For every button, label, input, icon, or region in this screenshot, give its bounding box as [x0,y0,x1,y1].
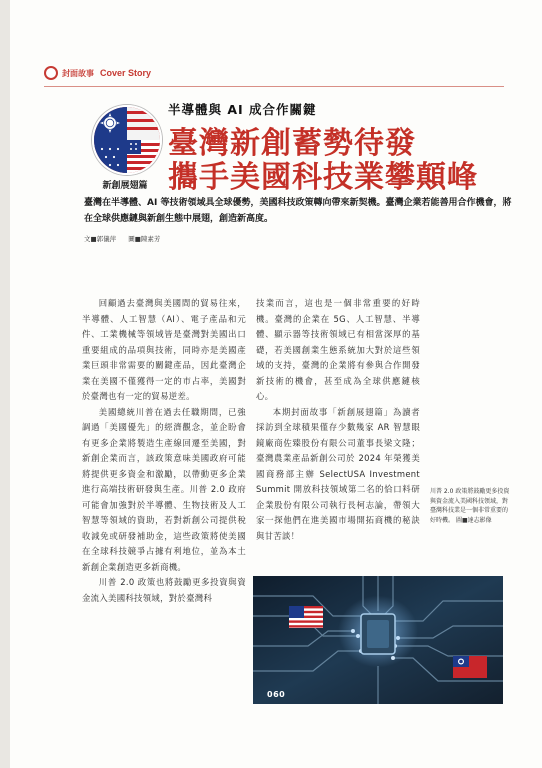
body-column-1 [82,296,246,606]
body-paragraph: 技業而言，這也是一個非常重要的好時機。臺灣的企業在 5G、人工智慧、半導體、顯示器等技術領域已有相當深厚的基礎，若美國創業生態系統加大對於這些領域的支持，臺灣的企業將有參與合作開發新技術的機會，甚至成為全球供應鏈核心。 [256,298,420,401]
byline-photo: 圖■陳素芳 [128,235,161,243]
section-tag [44,65,151,81]
section-label-en: Cover Story [100,68,152,78]
page-number: 060 [267,690,286,699]
byline-writer: 文■郭儀萍 [84,235,117,243]
page-spine [0,0,10,768]
header-rule [44,86,504,87]
article-kicker: 半導體與 AI 成合作關鍵 [168,102,317,117]
section-label-zh: 封面故事 [62,68,94,78]
section-ring-icon [44,66,58,80]
body-paragraph: 回顧過去臺灣與美國間的貿易往來，半導體、人工智慧（AI）、電子產品和元件、工業機械等領域皆是臺灣對美國出口重要組成的品項與技術，同時亦是美國產業巨頭非常需要的關鍵產品，因此臺灣企業在美國不僅獲得一定的市占率，美國對於臺灣也有一定的貿易逆差。 [82,298,246,401]
article-title-line1: 臺灣新創蓄勢待發 [168,126,416,161]
body-paragraph: 本期封面故事「新創展翅篇」為讀者採訪到全球積果僅存少數幾家 AR 智慧眼鏡廠商佐臻股份有限公司董事長梁文隆；臺灣農業產品新創公司於 2024 年榮獲美國商務部主辦 SelectUSA Investment Summit 開放科技領域第二名的恰口料研企業股份有限公司執行長柯志論，帶領大家一探他們在進美國市場開拓商機的秘訣與甘苦談！ [256,406,420,541]
taiwan-us-flag-emblem-icon [92,105,162,175]
body-paragraph: 川普 2.0 政策也將鼓勵更多投資與資金流入美國科技領域，對於臺灣科 [82,577,246,603]
byline [84,234,170,243]
body-paragraph: 美國總統川普在過去任職期間，已強調過「美國優先」的經濟觀念，並企盼會有更多企業將製造生產線回遷至美國，對新創企業而言，該政策意味美國政府可能將提供更多資金和激勵，以帶動更多企業進行高端技術研發與生產。川普 2.0 政府可能會加強對於半導體、生物技術及人工智慧等領域的資助，若對新創公司提供稅收減免或研發補助金，這些政策將使美國在全球科技競爭占據有利地位，並為本土新創企業創造更多新商機。 [82,406,246,572]
article-lead: 臺灣在半導體、AI 等技術領域具全球優勢，美國科技政策轉向帶來新契機。臺灣企業若能善用合作機會，將在全球供應鏈與新創生態中展翅，創造新高度。 [84,198,512,224]
article-title-line2: 攜手美國科技業攀顛峰 [168,160,478,195]
body-column-2 [256,296,420,544]
caption-credit: 圖■達志影像 [455,516,492,524]
circuit-flags-illustration [253,576,503,704]
photo-caption [430,487,512,525]
emblem-label: 新創展翅篇 [102,181,148,191]
caption-text: 川普 2.0 政策將鼓勵更多投資與資金流入美國科技領域，對臺灣科技業是一個非常重要的好時機。 [430,488,510,524]
